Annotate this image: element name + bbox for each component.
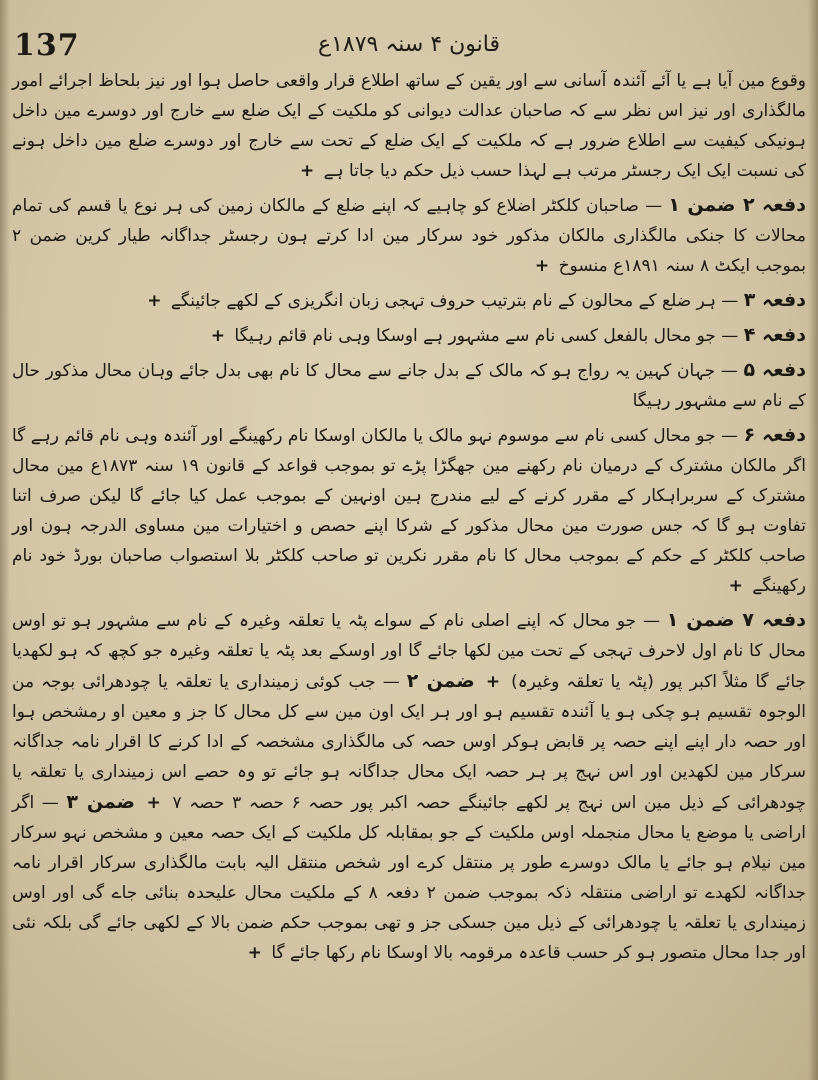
section-6-heading: دفعہ ۶	[743, 424, 806, 446]
section-2: دفعہ ۲ ضمن ۱ — صاحبان کلکٹر اضلاع کو چاہیے کہ اپنے ضلع کے مالکان زمین کی ہر نوع یا قسم کی تمام محالات کا جنکی مالگذاری مالکان مذکور خود سرکار مین ادا کرتے ہون رجسٹر جداگانہ طیار کرین ضمن ۲ بموجب ایکٹ ۸ سنہ ۱۸۹۱ع منسوخ +	[12, 194, 807, 276]
running-head: قانون ۴ سنہ ۱۸۷۹ع	[317, 32, 501, 57]
plus-mark: +	[247, 943, 262, 963]
section-7-clause-2-text: جب کوئی زمینداری یا تعلقہ یا چودھرائی بوجہ من الوجوہ تقسیم ہو چکی ہو یا آئندہ تقسیم ہو اور ہر ایک اون مین سے کل محال کا جز و معین او رمشخص ہوا اور حصہ دار اپنے اپنے حصہ پر قابض ہوکر اوس حصہ کی مالگذاری مشخصہ کے ادا کرنے کا اقرار نامہ جداگانہ سرکار مین لکھدین اور اس نہج پر ہر حصہ ایک محال جداگانہ ہو جائے تو وہ حصے اس زمینداری یا تعلقہ یا چودھرائی کے ذیل مین اس نہج پر لکھے جائینگے حصہ اکبر پور حصہ ۶ حصہ ۳ حصہ ۷	[12, 672, 806, 813]
preamble-paragraph	[12, 66, 806, 186]
plus-mark: +	[485, 672, 501, 692]
section-4-text: جو محال بالفعل کسی نام سے مشہور ہے اوسکا وہی نام قائم رہیگا	[234, 326, 716, 346]
plus-mark: +	[147, 291, 162, 311]
section-5-heading: دفعہ ۵	[743, 359, 807, 381]
plus-mark: +	[728, 576, 743, 596]
plus-mark: +	[534, 256, 550, 276]
section-7-clause-2-heading: ضمن ۲	[406, 670, 475, 692]
page-edge-shadow-right	[808, 0, 818, 1080]
plus-mark: +	[146, 793, 161, 813]
section-4: دفعہ ۴ — جو محال بالفعل کسی نام سے مشہور ہے اوسکا وہی نام قائم رہیگا +	[12, 320, 806, 351]
section-7: دفعہ ۷ ضمن ۱ — جو محال کہ اپنے اصلی نام کے سواے پٹہ یا تعلقہ وغیرہ کے نام سے مشہور ہو تو اوس محال کا نام اول لاحرف تہجی کے تحت مین لکھا جائے گا اور اوسکے بعد پٹہ یا تعلقہ وغیرہ جو کچھ کہ ہو لکھدیا جائے گا مثلاً اکبر پور (پٹہ یا تعلقہ وغیرہ) + ضمن ۲ — جب کوئی زمینداری یا تعلقہ یا چودھرائی بوجہ من الوجوہ تقسیم ہو چکی ہو یا آئندہ تقسیم ہو اور ہر ایک اون مین سے کل محال کا جز و معین او رمشخص ہوا اور حصہ دار اپنے اپنے حصہ پر قابض ہوکر اوس حصہ کی مالگذاری مشخصہ کے ادا کرنے کا اقرار نامہ جداگانہ سرکار مین لکھدین اور اس نہج پر ہر حصہ ایک محال جداگانہ ہو جائے تو وہ حصے اس زمینداری یا تعلقہ یا چودھرائی کے ذیل مین اس نہج پر لکھے جائینگے حصہ اکبر پور حصہ ۶ حصہ ۳ حصہ ۷ + ضمن ۳ — اگر اراضی یا موضع یا محال منجملہ اوس ملکیت کے جو بمقابلہ کل ملکیت کے ایک حصہ معین و مشخص نہو سرکار مین نیلام ہو جائے یا مالک دوسرے طور پر منتقل کرے اور شخص منتقل الیہ بابت مالگذاری سرکار اقرار نامہ جداگانہ لکھدے تو اراضی منتقلہ ذکہ بموجب ضمن ۲ دفعہ ۸ کے ملکیت محال علیحدہ بنائی جاے گی اور اوس زمینداری یا تعلقہ یا چودھرائی کے ذیل مین جسکی جز و تھی بموجب حکم ضمن بالا کے لکھی جائے گی بلکہ نئی اور جدا محال متصور ہو کر حسب قاعدہ مرقومہ بالا اوسکا نام رکھا جائے گا +	[12, 609, 807, 963]
section-2-heading: دفعہ ۲ ضمن ۱	[668, 194, 807, 216]
section-7-clause-3-heading: ضمن ۳	[66, 791, 136, 813]
plus-mark: +	[300, 161, 315, 181]
section-7-heading: دفعہ ۷ ضمن ۱	[666, 609, 806, 631]
section-5: دفعہ ۵ — جہان کہین یہ رواج ہو کہ مالک کے بدل جانے سے محال کا نام بھی بدل جائے وہان محال مذکور حال کے نام سے مشہور رہیگا	[12, 359, 807, 411]
page-number: 137	[14, 28, 80, 63]
section-3: دفعہ ۳ — ہر ضلع کے محالون کے نام بترتیب حروف تہجی زبان انگریزی کے لکھے جائینگے +	[12, 285, 806, 316]
section-4-heading: دفعہ ۴	[743, 324, 806, 346]
page-edge-shadow-left	[0, 0, 10, 1080]
section-7-text: جو محال کہ اپنے اصلی نام کے سواے پٹہ یا تعلقہ وغیرہ کے نام سے مشہور ہو تو اوس محال کا نام اول لاحرف تہجی کے تحت مین لکھا جائے گا اور اوسکے بعد پٹہ یا تعلقہ وغیرہ جو کچھ کہ ہو لکھدیا جائے گا مثلاً اکبر پور (پٹہ یا تعلقہ وغیرہ)	[12, 611, 807, 692]
section-7-clause-3-text: اگر اراضی یا موضع یا محال منجملہ اوس ملکیت کے جو بمقابلہ کل ملکیت کے ایک حصہ معین و مشخص نہو سرکار مین نیلام ہو جائے یا مالک دوسرے طور پر منتقل کرے اور شخص منتقل الیہ بابت مالگذاری سرکار اقرار نامہ جداگانہ لکھدے تو اراضی منتقلہ ذکہ بموجب ضمن ۲ دفعہ ۸ کے ملکیت محال علیحدہ بنائی جاے گی اور اوس زمینداری یا تعلقہ یا چودھرائی کے ذیل مین جسکی جز و تھی بموجب حکم ضمن بالا کے لکھی جائے گی بلکہ نئی اور جدا محال متصور ہو کر حسب قاعدہ مرقومہ بالا اوسکا نام رکھا جائے گا	[12, 793, 807, 963]
section-2-text: صاحبان کلکٹر اضلاع کو چاہیے کہ اپنے ضلع کے مالکان زمین کی ہر نوع یا قسم کی تمام محالات کا جنکی مالگذاری مالکان مذکور خود سرکار مین ادا کرتے ہون رجسٹر جداگانہ طیار کرین ضمن ۲ بموجب ایکٹ ۸ سنہ ۱۸۹۱ع منسوخ	[12, 196, 806, 276]
preamble-text: وقوع مین آیا ہے یا آئے آئندہ آسانی سے اور یقین کے ساتھ اطلاع قرار واقعی حاصل ہوا اور نیز بلحاظ اجرائے امور مالگذاری اور نیز اس نظر سے کہ صاحبان عدالت دیوانی کو ملکیت کے ایک ضلع سے خارج اور دوسرے مین داخل ہونیکی کیفیت سے اطلاع ضرور ہے کہ ملکیت کے ایک ضلع کے تحت سے خارج اور دوسرے ضلع مین داخل ہونے کی نسبت ایک ایک رجسٹر مرتب ہے لہذا حسب ذیل حکم دیا جاتا ہے	[12, 71, 806, 181]
section-6-text: جو محال کسی نام سے موسوم نہو مالک یا مالکان اوسکا نام رکھینگے اور آئندہ وہی نام قائم رہے گا اگر مالکان مشترک کے درمیان نام رکھنے مین جھگڑا پڑے تو بموجب قواعد کے قانون ۱۹ سنہ ۱۸۷۳ع مین محال مشترک کے سربراہکار کے مقرر کرنے کے لیے مندرج ہین اونہین کے بموجب عمل کیا جائے گا لیکن صرف اتنا تفاوت ہو گا کہ جس صورت مین محال مذکور کے شرکا اپنے حصص و اختیارات مین مساوی الدرجہ ہون اور صاحب کلکٹر کے حکم کے بموجب محال کا نام مقرر نکرین تو صاحب کلکٹر بلا استصواب صاحبان بورڈ خود نام رکھینگے	[12, 426, 806, 596]
section-5-text: جہان کہین یہ رواج ہو کہ مالک کے بدل جانے سے محال کا نام بھی بدل جائے وہان محال مذکور حال کے نام سے مشہور رہیگا	[12, 361, 806, 411]
section-3-heading: دفعہ ۳	[743, 289, 806, 311]
section-6: دفعہ ۶ — جو محال کسی نام سے موسوم نہو مالک یا مالکان اوسکا نام رکھینگے اور آئندہ وہی نام قائم رہے گا اگر مالکان مشترک کے درمیان نام رکھنے مین جھگڑا پڑے تو بموجب قواعد کے قانون ۱۹ سنہ ۱۸۷۳ع مین محال مشترک کے سربراہکار کے مقرر کرنے کے لیے مندرج ہین اونہین کے بموجب عمل کیا جائے گا لیکن صرف اتنا تفاوت ہو گا کہ جس صورت مین محال مذکور کے شرکا اپنے حصص و اختیارات مین مساوی الدرجہ ہون اور صاحب کلکٹر کے حکم کے بموجب محال کا نام مقرر نکرین تو صاحب کلکٹر بلا استصواب صاحبان بورڈ خود نام رکھینگے +	[12, 424, 806, 596]
section-3-text: ہر ضلع کے محالون کے نام بترتیب حروف تہجی زبان انگریزی کے لکھے جائینگے	[170, 291, 716, 311]
body-text	[12, 66, 806, 1070]
plus-mark: +	[210, 326, 226, 346]
